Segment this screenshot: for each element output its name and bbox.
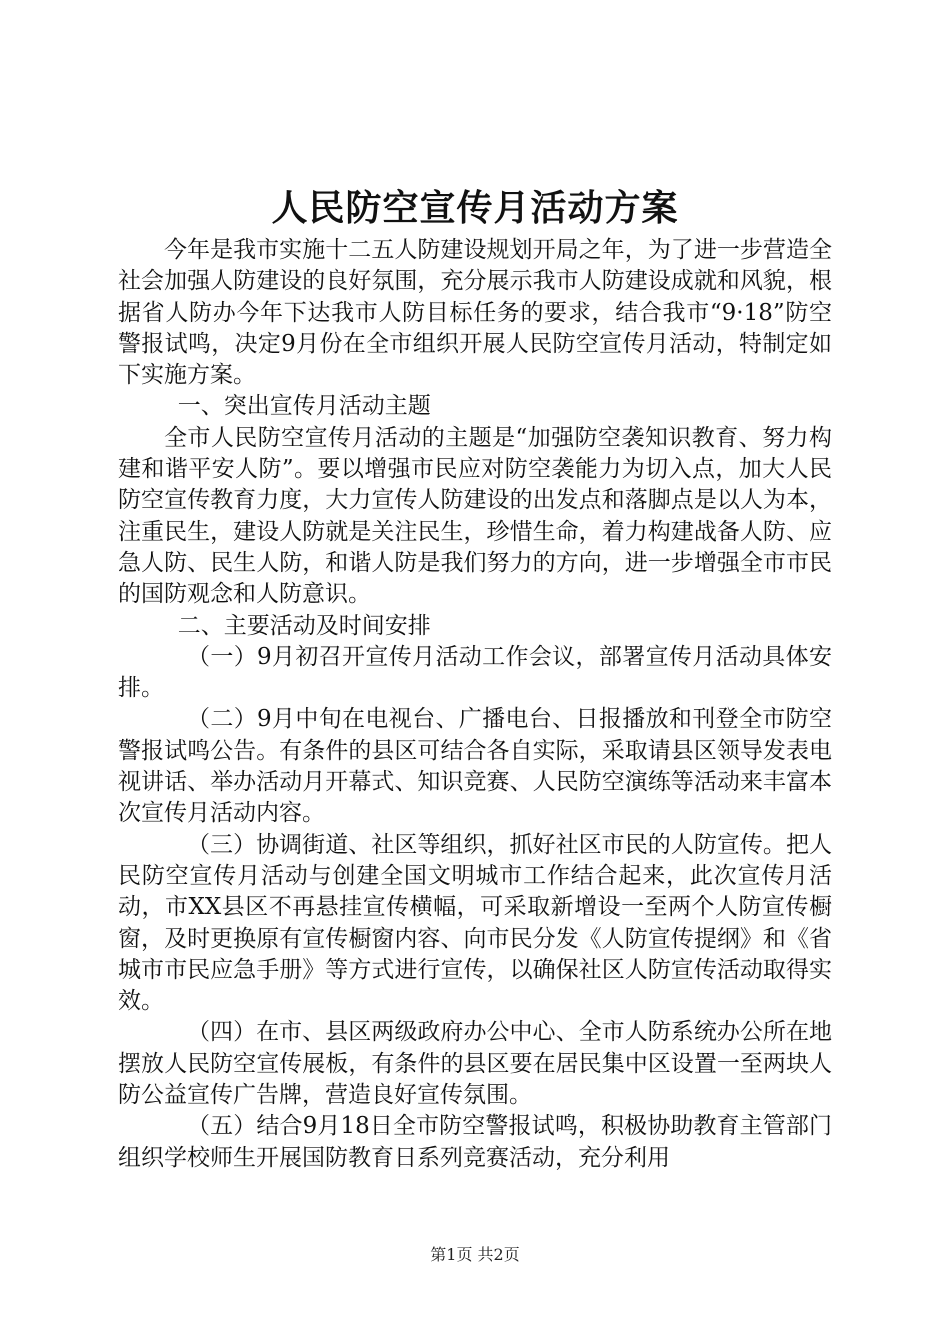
activity-item-4: （四）在市、县区两级政府办公中心、全市人防系统办公所在地摆放人民防空宣传展板，有条件的县区要在居民集中区设置一至两块人防公益宣传广告牌，营造良好宣传氛围。 xyxy=(118,1019,832,1109)
section-heading-2: 二、主要活动及时间安排 xyxy=(177,612,431,639)
activity-item-2: （二）9月中旬在电视台、广播电台、日报播放和刊登全市防空警报试鸣公告。有条件的县区可结合各自实际，采取请县区领导发表电视讲话、举办活动月开幕式、知识竞赛、人民防空演练等活动来丰富本次宣传月活动内容。 xyxy=(118,706,832,827)
activity-item-1: （一）9月初召开宣传月活动工作会议，部署宣传月活动具体安排。 xyxy=(118,643,832,702)
page-number-footer: 第1页 共2页 xyxy=(430,1245,520,1264)
intro-paragraph: 今年是我市实施十二五人防建设规划开局之年，为了进一步营造全社会加强人防建设的良好氛围，充分展示我市人防建设成就和风貌，根据省人防办今年下达我市人防目标任务的要求，结合我市“9·18”防空警报试鸣，决定9月份在全市组织开展人民防空宣传月活动，特制定如下实施方案。 xyxy=(118,237,832,389)
activity-item-3: （三）协调街道、社区等组织，抓好社区市民的人防宣传。把人民防空宣传月活动与创建全国文明城市工作结合起来，此次宣传月活动，市XX县区不再悬挂宣传横幅，可采取新增设一至两个人防宣传橱窗，及时更换原有宣传橱窗内容、向市民分发《人防宣传提纲》和《省城市市民应急手册》等方式进行宣传，以确保社区人防宣传活动取得实效。 xyxy=(118,831,832,1015)
activity-item-5: （五）结合9月18日全市防空警报试鸣，积极协助教育主管部门组织学校师生开展国防教育日系列竞赛活动，充分利用 xyxy=(118,1113,832,1171)
section-heading-1: 一、突出宣传月活动主题 xyxy=(177,393,431,420)
theme-paragraph: 全市人民防空宣传月活动的主题是“加强防空袭知识教育、努力构建和谐平安人防”。要以增强市民应对防空袭能力为切入点，加大人民防空宣传教育力度，大力宣传人防建设的出发点和落脚点是以人为本，注重民生，建设人防就是关注民生，珍惜生命，着力构建战备人防、应急人防、民生人防，和谐人防是我们努力的方向，进一步增强全市市民的国防观念和人防意识。 xyxy=(118,424,832,608)
document-title: 人民防空宣传月活动方案 xyxy=(271,187,679,229)
document-body xyxy=(118,235,832,1174)
